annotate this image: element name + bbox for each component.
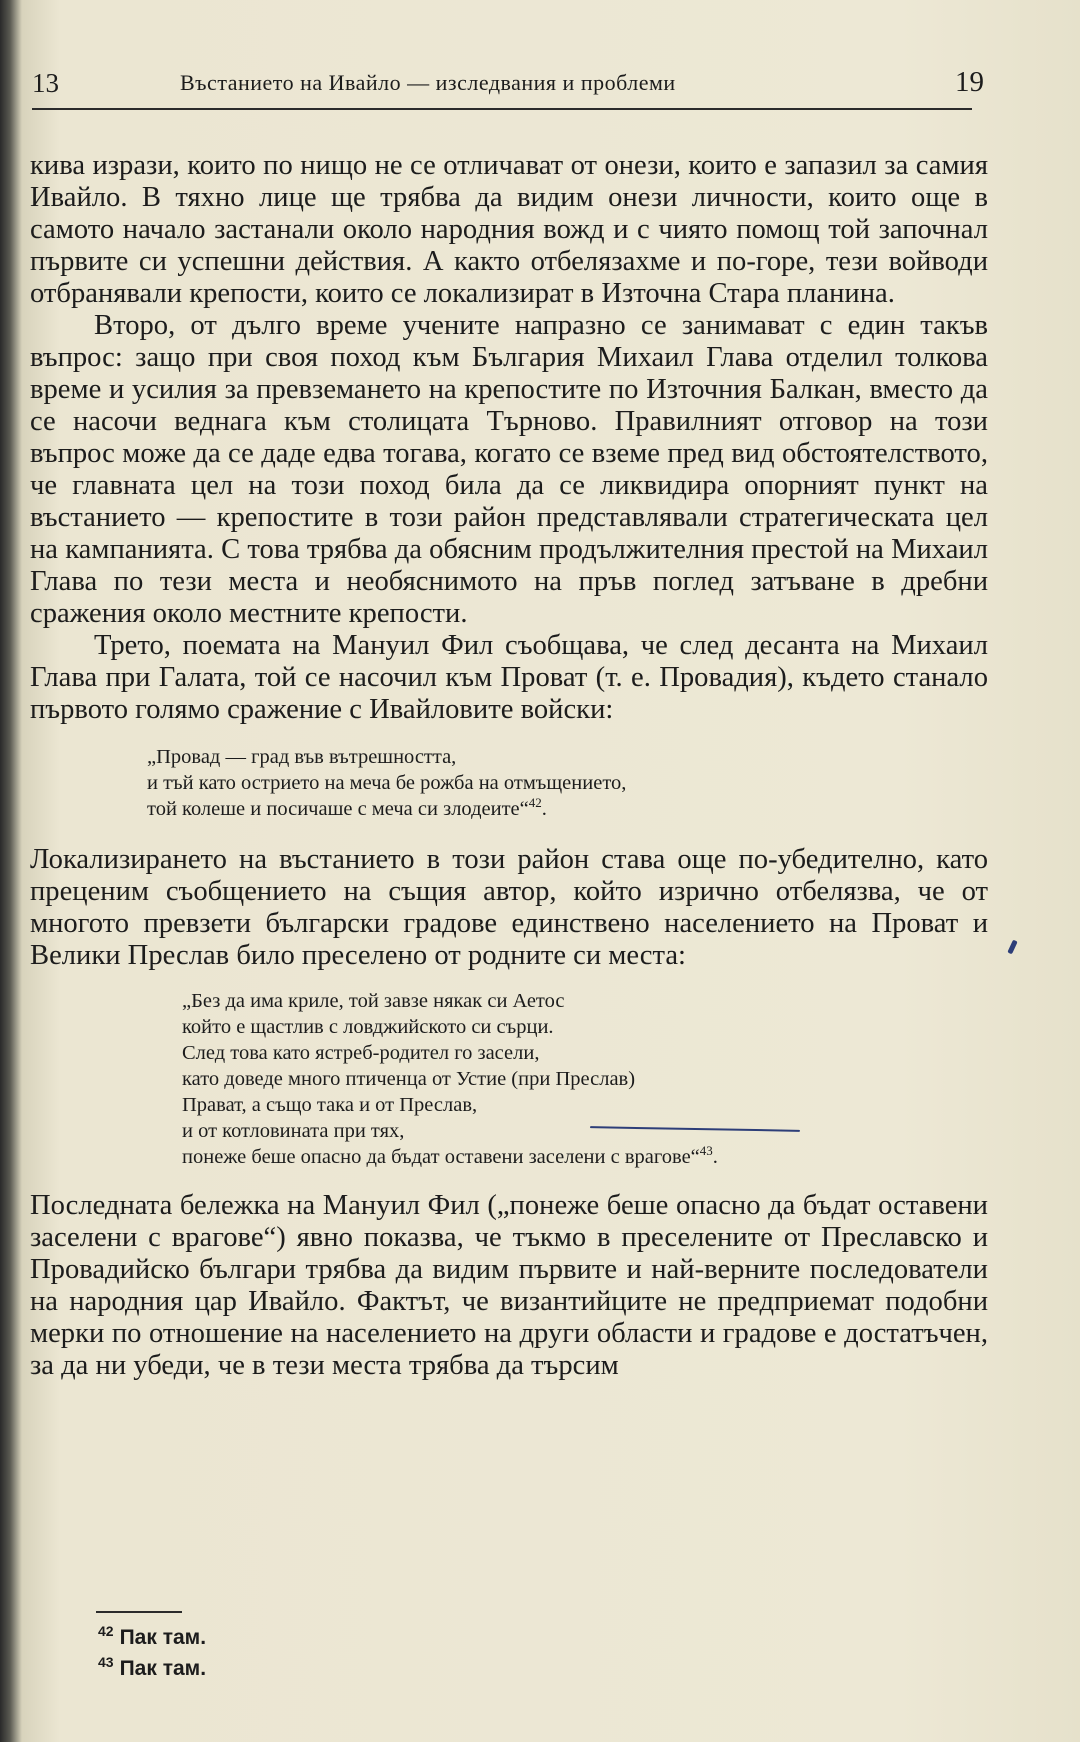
verse-line: който е щастлив с ловджийското си сърци.	[182, 1016, 554, 1038]
paragraph-2: Второ, от дълго време учените напразно се занимават с един такъв въпрос: защо при своя поход към България Михаил Глава отделил толкова време и усилия за превземането на крепостите по Източния Балкан, вместо да се насочи веднага към столицата Търново. Правилният отговор на този въпрос може да се даде едва тогава, когато се вземе пред вид обстоятелството, че главната цел на този поход била да се ликвидира опорният пункт на въстанието — крепостите в този район представлявали стратегическата цел на кампанията. С това трябва да обясним продължителния престой на Михаил Глава по тези места и необяснимото на пръв поглед затъване в дребни сражения около местните крепости.	[30, 310, 988, 629]
running-header	[32, 64, 984, 104]
verse-quote-1	[147, 744, 988, 822]
paragraph-1: кива изрази, които по нищо не се отличават от онези, които е запазил за самия Ивайло. В тяхно лице ще трябва да видим онези личности, които още в самото начало застанали около народния вожд и с чиято помощ той започнал първите си успешни действия. А както отбелязахме и по-горе, тези войводи отбранявали крепости, които се локализират в Източна Стара планина.	[30, 150, 988, 309]
footnote-ref: 42	[528, 795, 542, 811]
footnote-ref: 43	[699, 1143, 713, 1159]
paragraph-4: Локализирането на въстанието в този район става още по-убедително, като преценим съобщението на същия автор, който изрично отбелязва, че от многото превзети български градове единствено населението на Проват и Велики Преслав било преселено от родните си места:	[30, 844, 988, 971]
footnote-rule	[96, 1611, 182, 1613]
pen-tick-mark	[1007, 940, 1017, 955]
verse-line: „Провад — град във вътрешността,	[147, 746, 457, 768]
main-text	[30, 150, 988, 1382]
footnote-42: $^{42}$ Пак там.	[98, 1623, 207, 1649]
footnote-43: $^{43}$ Пак там.	[98, 1654, 207, 1680]
verse-line: понеже беше опасно да бъдат оставени заселени с врагове“$^{43}$.	[182, 1143, 718, 1168]
verse-line: След това като ястреб-родител го засели,	[182, 1042, 540, 1064]
page-number: 19	[955, 66, 984, 98]
paragraph-3: Трето, поемата на Мануил Фил съобщава, че след десанта на Михаил Глава при Галата, той се насочил към Проват (т. е. Провадия), където станало първото голямо сражение с Ивайловите войски:	[30, 630, 988, 725]
header-rule	[32, 108, 972, 110]
verse-line: и тъй като острието на меча бе рожба на отмъщението,	[147, 772, 627, 794]
running-title: Въстанието на Ивайло — изследвания и проблеми	[180, 70, 676, 95]
header-left-number: 13	[32, 68, 59, 98]
verse-line: Прават, а също така и от Преслав,	[182, 1094, 478, 1116]
verse-line: като доведе много птиченца от Устие (при Преслав)	[182, 1068, 636, 1090]
verse-line: и от котловината при тях,	[182, 1120, 405, 1142]
footnotes	[98, 1622, 206, 1684]
verse-line: той колеше и посичаше с меча си злодеите“$^{42}$.	[147, 795, 547, 820]
verse-line: „Без да има криле, той завзе някак си Аетос	[182, 990, 565, 1012]
verse-quote-2	[182, 988, 988, 1170]
paragraph-5: Последната бележка на Мануил Фил („понеже беше опасно да бъдат оставени заселени с врагове“) явно показва, че тъкмо в преселените от Преславско и Провадийско българи трябва да видим първите и най-верните последователи на народния цар Ивайло. Фактът, че византийците не предприемат подобни мерки по отношение на населението на други области и градове е достатъчен, за да ни убеди, че в тези места трябва да търсим	[30, 1190, 988, 1381]
